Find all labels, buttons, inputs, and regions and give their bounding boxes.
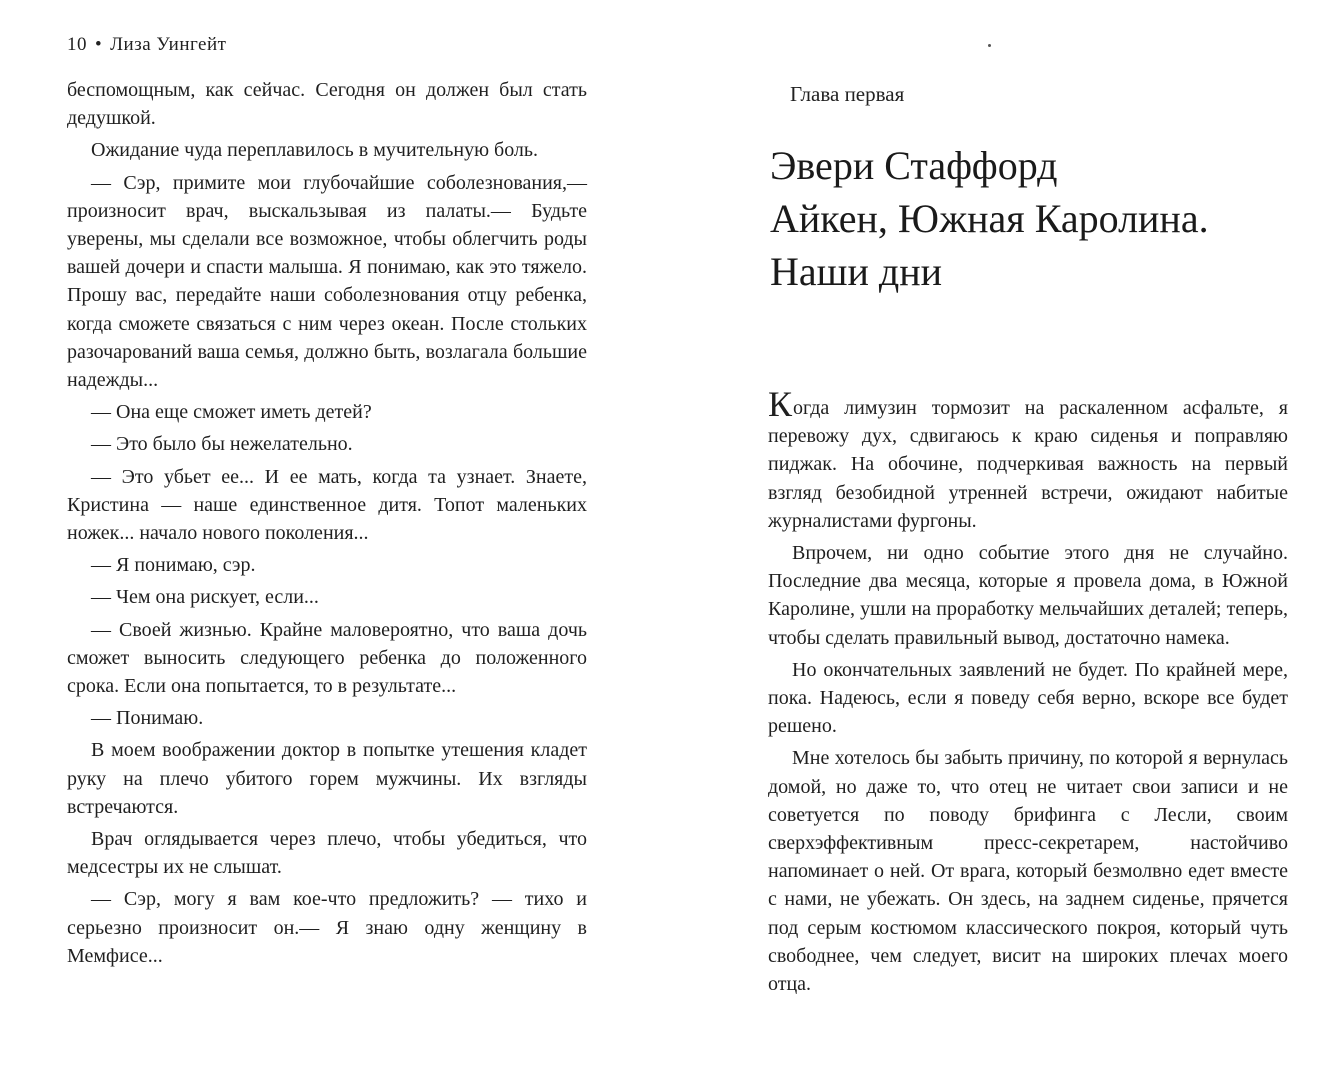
paragraph: — Она еще сможет иметь детей? bbox=[91, 401, 372, 424]
running-head-separator: • bbox=[95, 34, 103, 55]
chapter-title-line: Айкен, Южная Каролина. bbox=[770, 195, 1209, 241]
author-name: Лиза Уингейт bbox=[110, 34, 227, 55]
paragraph: — Своей жизнью. Крайне маловероятно, что ваша дочь сможет выносить следующего ребенка до положенного срока. Если она попытается, то в результате... bbox=[67, 618, 587, 698]
opening-paragraph bbox=[768, 384, 1288, 535]
right-text-block bbox=[768, 384, 1288, 998]
paragraph: — Понимаю. bbox=[91, 707, 204, 730]
paragraph: Ожидание чуда переплавилось в мучительную боль. bbox=[91, 139, 539, 162]
paragraph: Но окончательных заявлений не будет. По крайней мере, пока. Надеюсь, если я поведу себя верно, вскоре все будет решено. bbox=[768, 658, 1288, 738]
left-text-block bbox=[67, 76, 587, 970]
paragraph: Впрочем, ни одно событие этого дня не случайно. Последние два месяца, которые я провела дома, в Южной Каролине, ушли на проработку мельчайших деталей; теперь, чтобы сделать правильный вывод, достаточно намека. bbox=[768, 542, 1288, 649]
chapter-title bbox=[770, 139, 1310, 298]
paragraph: Врач оглядывается через плечо, чтобы убедиться, что медсестры их не слышат. bbox=[67, 828, 587, 879]
drop-cap: К bbox=[768, 384, 793, 424]
paragraph: — Сэр, примите мои глубочайшие соболезнования,— произносит врач, выскальзывая из палаты.— Будьте уверены, мы сделали все возможное, чтобы облегчить роды вашей дочери и спасти малыша. Я понимаю, как это тяжело. Прошу вас, передайте наши соболезнования отцу ребенка, когда сможете связаться с ним через океан. После стольких разочарований ваша семья, должно быть, возлагала большие надежды... bbox=[67, 171, 587, 392]
chapter-label: Глава первая bbox=[790, 82, 905, 106]
opening-paragraph-text: огда лимузин тормозит на раскаленном асфальте, я перевожу дух, сдвигаюсь к краю сиденья и поправляю пиджак. На обочине, подчеркивая важность на первый взгляд безобидной утренней встречи, ожидают набитые журналистами фургоны. bbox=[768, 397, 1288, 532]
paragraph: — Я понимаю, сэр. bbox=[91, 554, 256, 577]
page-speck bbox=[988, 44, 991, 47]
paragraph: В моем воображении доктор в попытке утешения кладет руку на плечо убитого горем мужчины. Их взгляды встречаются. bbox=[67, 739, 587, 818]
right-page bbox=[660, 0, 1343, 1080]
left-page bbox=[0, 0, 660, 1080]
paragraph: — Это убьет ее... И ее мать, когда та узнает. Знаете, Кристина — наше единственное дитя. Топот маленьких ножек... начало нового поколения... bbox=[67, 465, 587, 545]
paragraph: — Это было бы нежелательно. bbox=[91, 433, 353, 456]
paragraph: беспомощным, как сейчас. Сегодня он должен был стать дедушкой. bbox=[67, 79, 587, 130]
chapter-title-line: Наши дни bbox=[770, 248, 943, 294]
paragraph: — Чем она рискует, если... bbox=[91, 586, 319, 609]
paragraph: Мне хотелось бы забыть причину, по которой я вернулась домой, но даже то, что отец не читает свои записи и не советуется по поводу брифинга с Лесли, своим сверхэффективным пресс-секретарем, настойчиво напоминает о ней. От врага, который безмолвно едет вместе с нами, не убежать. Он здесь, на заднем сиденье, прячется под серым костюмом классического покроя, который чуть свободнее, чем следует, висит на широких плечах моего отца. bbox=[768, 747, 1288, 996]
running-head bbox=[67, 34, 226, 56]
paragraph: — Сэр, могу я вам кое-что предложить? — тихо и серьезно произносит он.— Я знаю одну женщину в Мемфисе... bbox=[67, 888, 587, 967]
page-number: 10 bbox=[67, 34, 87, 55]
chapter-title-line: Эвери Стаффорд bbox=[770, 142, 1058, 188]
